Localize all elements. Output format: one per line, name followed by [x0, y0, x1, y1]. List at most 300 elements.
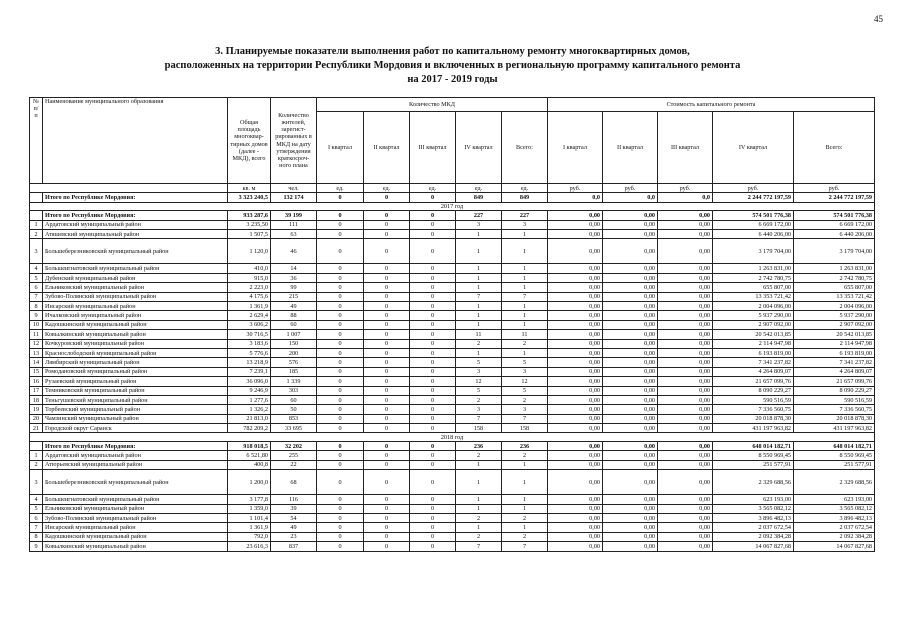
table-cell: 21 657 099,76 [794, 377, 875, 386]
table-cell: 0,00 [658, 273, 713, 282]
table-cell: Чамзинский муниципальный район [43, 414, 228, 423]
table-cell: 0,00 [658, 395, 713, 404]
unit-cell: кв. м [228, 184, 271, 193]
table-cell: 0,00 [658, 292, 713, 301]
table-cell: 2 037 672,54 [794, 523, 875, 532]
table-cell: 0,00 [603, 311, 658, 320]
table-cell: 0,00 [548, 348, 603, 357]
units-empty [30, 184, 228, 193]
table-cell: 0,00 [548, 220, 603, 229]
table-cell: 1 277,6 [228, 395, 271, 404]
table-cell: 3 [502, 220, 548, 229]
table-cell: 0,00 [548, 523, 603, 532]
table-cell: 590 516,59 [713, 395, 794, 404]
table-cell: 0,00 [658, 330, 713, 339]
table-cell: 15 [30, 367, 43, 376]
table-cell: 0,00 [658, 283, 713, 292]
table-cell: 14 067 827,68 [794, 542, 875, 551]
table-cell: 6 521,80 [228, 451, 271, 460]
table-cell: 1 339 [271, 377, 317, 386]
table-cell: 0,00 [548, 320, 603, 329]
table-cell: 0 [410, 302, 456, 311]
table-cell: 0 [317, 542, 364, 551]
table-cell: 0,00 [658, 230, 713, 239]
table-cell: 5 [30, 504, 43, 513]
table-cell: 3 323 240,5 [228, 193, 271, 202]
title-line-2: расположенных на территории Республики Мордовия и включенных в региональную программу капитального ремонта [164, 60, 741, 71]
table-cell: 1 507,5 [228, 230, 271, 239]
table-cell: 0,00 [548, 273, 603, 282]
table-cell: 849 [502, 193, 548, 202]
table-cell: Краснослободский муниципальный район [43, 348, 228, 357]
table-cell: 19 [30, 405, 43, 414]
table-cell: Ковылкинский муниципальный район [43, 330, 228, 339]
table-cell: 10 [30, 320, 43, 329]
table-cell: 0 [364, 513, 410, 522]
table-cell: 1 [502, 523, 548, 532]
table-cell: 200 [271, 348, 317, 357]
table-cell: 12 [30, 339, 43, 348]
table-cell: 0,00 [548, 367, 603, 376]
table-row [30, 424, 875, 433]
table-cell: 0 [410, 311, 456, 320]
table-cell: 0,00 [548, 424, 603, 433]
table-cell: 0 [317, 451, 364, 460]
table-row [30, 386, 875, 395]
table-cell: Большеигнатовский муниципальный район [43, 264, 228, 273]
table-cell: 933 287,6 [228, 211, 271, 220]
document-title [0, 45, 905, 87]
header-cost-q3: III квартал [658, 112, 713, 184]
table-cell: 0,00 [658, 513, 713, 522]
table-cell: 0,00 [658, 358, 713, 367]
table-cell: 3 565 082,12 [713, 504, 794, 513]
table-cell: 185 [271, 367, 317, 376]
table-cell: 0,00 [548, 211, 603, 220]
table-cell: 0,00 [548, 405, 603, 414]
table-cell: 21 813,0 [228, 414, 271, 423]
table-cell: 623 193,00 [713, 495, 794, 504]
table-cell: 0,00 [548, 451, 603, 460]
table-cell: 0,00 [603, 470, 658, 495]
table-cell: 13 [30, 348, 43, 357]
table-cell: 792,0 [228, 532, 271, 541]
table-cell: 3 179 704,00 [713, 239, 794, 264]
header-cost-q1: I квартал [548, 112, 603, 184]
table-cell: 3 896 482,13 [794, 513, 875, 522]
table-row [30, 283, 875, 292]
table-cell: Большеберезниковский муниципальный район [43, 470, 228, 495]
table-cell: 17 [30, 386, 43, 395]
table-cell: 0,00 [603, 220, 658, 229]
table-cell: 0,00 [603, 302, 658, 311]
table-cell: 5 937 290,00 [794, 311, 875, 320]
table-cell: Итого по Республике Мордовия: [43, 211, 228, 220]
table-cell: Городской округ Саранск [43, 424, 228, 433]
table-cell: 2 [502, 395, 548, 404]
table-cell: 0 [364, 220, 410, 229]
table-cell: 0 [317, 358, 364, 367]
table-cell: 2 [502, 513, 548, 522]
table-cell: 5 [30, 273, 43, 282]
table-cell: 0 [317, 367, 364, 376]
table-cell: Атюрьевский муниципальный район [43, 460, 228, 469]
table-cell: 0 [317, 386, 364, 395]
table-row [30, 414, 875, 423]
table-cell: 11 [502, 330, 548, 339]
table-cell: 0 [364, 542, 410, 551]
table-cell: 7 239,1 [228, 367, 271, 376]
table-cell: 7 [502, 292, 548, 301]
table-cell: 0 [317, 220, 364, 229]
table-row [30, 339, 875, 348]
table-cell: 0 [364, 283, 410, 292]
table-cell: 39 [271, 504, 317, 513]
table-cell: 0,00 [548, 283, 603, 292]
table-cell: 12 [456, 377, 502, 386]
year-row [30, 433, 875, 442]
table-cell: 251 577,91 [713, 460, 794, 469]
unit-cell: руб. [794, 184, 875, 193]
table-cell: 0 [317, 377, 364, 386]
table-cell: 0,00 [603, 395, 658, 404]
table-cell: 0 [364, 367, 410, 376]
table-cell: 0,00 [658, 264, 713, 273]
table-cell: 1 361,9 [228, 523, 271, 532]
table-cell: 5 [456, 386, 502, 395]
table-cell: 0,00 [603, 495, 658, 504]
section-total-row [30, 441, 875, 450]
table-cell: 0 [364, 386, 410, 395]
table-cell: 4 [30, 264, 43, 273]
table-cell: 227 [502, 211, 548, 220]
table-cell: 14 [30, 358, 43, 367]
table-row [30, 377, 875, 386]
table-cell: Инсарский муниципальный район [43, 523, 228, 532]
table-cell: 0,00 [658, 542, 713, 551]
table-cell: 2 092 384,28 [713, 532, 794, 541]
table-cell: 4 [30, 495, 43, 504]
table-cell: 0,00 [603, 460, 658, 469]
table-cell: 1 [456, 264, 502, 273]
table-cell: 1 [456, 470, 502, 495]
table-cell: 655 807,00 [713, 283, 794, 292]
table-cell: 0,00 [658, 211, 713, 220]
table-cell: 0,00 [548, 264, 603, 273]
table-cell: 0 [410, 395, 456, 404]
table-cell: 60 [271, 320, 317, 329]
table-cell: 0 [317, 470, 364, 495]
unit-cell: ед. [502, 184, 548, 193]
table-cell: 13 218,9 [228, 358, 271, 367]
table-cell: Ичалковский муниципальный район [43, 311, 228, 320]
table-cell: 0 [364, 264, 410, 273]
table-row [30, 311, 875, 320]
table-cell: 3 [502, 367, 548, 376]
table-row [30, 367, 875, 376]
table-cell: Лямбирский муниципальный район [43, 358, 228, 367]
table-cell: 0 [317, 211, 364, 220]
table-cell: 1 [456, 504, 502, 513]
table-cell: 1 [456, 311, 502, 320]
table-cell: 0,00 [603, 239, 658, 264]
table-cell: Большеигнатовский муниципальный район [43, 495, 228, 504]
table-cell: 0,00 [658, 220, 713, 229]
table-cell: 0,00 [658, 239, 713, 264]
table-cell: 2 907 092,00 [794, 320, 875, 329]
units-row [30, 184, 875, 193]
table-row [30, 264, 875, 273]
table-cell: Торбеевский муниципальный район [43, 405, 228, 414]
table-cell: 20 542 013,85 [794, 330, 875, 339]
table-cell: 2 [502, 532, 548, 541]
table-cell: 0 [364, 311, 410, 320]
table-cell: 6 193 819,00 [794, 348, 875, 357]
table-cell: 1 [502, 460, 548, 469]
table-cell: 1 [456, 230, 502, 239]
header-area: Общая площадь многоквар-тирных домов (далее - МКД), всего [228, 98, 271, 184]
table-cell: 255 [271, 451, 317, 460]
table-cell: 0,00 [548, 460, 603, 469]
table-cell: 8 [30, 532, 43, 541]
table-cell: 3 [456, 405, 502, 414]
header-cost-q2: II квартал [603, 112, 658, 184]
table-cell: 0,00 [603, 339, 658, 348]
table-cell: 6 193 819,00 [713, 348, 794, 357]
table-body [30, 184, 875, 552]
table-cell: 1 [502, 311, 548, 320]
table-cell: 431 197 963,82 [794, 424, 875, 433]
table-cell: 36 096,0 [228, 377, 271, 386]
table-cell: 0,00 [548, 339, 603, 348]
table-cell: 0 [410, 292, 456, 301]
table-cell: 3 606,2 [228, 320, 271, 329]
header-cost-total: Всего: [794, 112, 875, 184]
table-cell: 99 [271, 283, 317, 292]
table-row [30, 330, 875, 339]
table-cell: 0 [364, 504, 410, 513]
header-mkd-total: Всего: [502, 112, 548, 184]
table-cell: 3 565 082,12 [794, 504, 875, 513]
table-cell: 1 [456, 523, 502, 532]
table-cell: 0 [410, 339, 456, 348]
table-cell: 0,00 [603, 504, 658, 513]
table-cell: Большеберезниковский муниципальный район [43, 239, 228, 264]
table-cell: 2 329 688,56 [794, 470, 875, 495]
table-cell: 0,00 [548, 230, 603, 239]
table-cell: 1 263 831,00 [713, 264, 794, 273]
table-cell: 0 [410, 273, 456, 282]
table-cell: 7 [30, 292, 43, 301]
table-cell: 23 [271, 532, 317, 541]
table-cell: 0,00 [658, 504, 713, 513]
table-cell: 0 [317, 395, 364, 404]
table-cell: 6 669 172,00 [794, 220, 875, 229]
table-cell: 88 [271, 311, 317, 320]
table-cell: 49 [271, 523, 317, 532]
table-cell: 0 [317, 292, 364, 301]
table-cell: 0 [364, 239, 410, 264]
table-cell: 0 [317, 311, 364, 320]
table-cell: 0 [364, 470, 410, 495]
table-cell: 3 179 704,00 [794, 239, 875, 264]
title-line-1: 3. Планируемые показатели выполнения работ по капитальному ремонту многоквартирных домов, [215, 46, 690, 57]
table-cell: 1 [502, 320, 548, 329]
table-cell: 0,00 [603, 414, 658, 423]
table-cell: 2 907 092,00 [713, 320, 794, 329]
table-cell: 2 244 772 197,59 [713, 193, 794, 202]
table-cell: 2 [456, 395, 502, 404]
table-cell: 227 [456, 211, 502, 220]
table-cell: 2 [456, 532, 502, 541]
table-cell: 1 [502, 264, 548, 273]
table-cell: 0 [410, 367, 456, 376]
table-cell: 0 [364, 414, 410, 423]
table-cell: 7 [456, 542, 502, 551]
table-cell: 2 092 384,28 [794, 532, 875, 541]
table-cell: 576 [271, 358, 317, 367]
table-cell: 0 [364, 320, 410, 329]
table-row [30, 358, 875, 367]
table-cell: 4 264 809,07 [794, 367, 875, 376]
table-cell: 2 [502, 451, 548, 460]
header-residents: Количество жителей, зарегист-рированных в МКД на дату утверждения краткосроч-ного плана [271, 98, 317, 184]
table-cell: 0,00 [658, 532, 713, 541]
table-row [30, 470, 875, 495]
table-cell: Ардатовский муниципальный район [43, 220, 228, 229]
table-cell: 22 [271, 460, 317, 469]
table-cell: 236 [502, 441, 548, 450]
table-cell: 12 [502, 377, 548, 386]
table-cell: 0 [317, 460, 364, 469]
table-row [30, 320, 875, 329]
table-cell: 0 [410, 264, 456, 273]
table-cell: 0,00 [548, 377, 603, 386]
table-row [30, 302, 875, 311]
table-cell: 0,00 [603, 230, 658, 239]
table-cell: 2 [30, 460, 43, 469]
table-cell: 0,00 [548, 386, 603, 395]
table-cell: Итого по Республике Мордовия: [43, 193, 228, 202]
table-cell: 0 [364, 230, 410, 239]
table-cell: 0 [317, 414, 364, 423]
table-cell: 1 [456, 460, 502, 469]
unit-cell: ед. [410, 184, 456, 193]
table-cell: 915,0 [228, 273, 271, 282]
table-cell: 36 [271, 273, 317, 282]
table-cell: 1 [456, 320, 502, 329]
table-cell: 0 [410, 532, 456, 541]
table-cell: 3 183,6 [228, 339, 271, 348]
table-cell: 0 [410, 193, 456, 202]
table-cell: 54 [271, 513, 317, 522]
table-cell: 0,00 [603, 441, 658, 450]
table-cell: 0 [364, 330, 410, 339]
table-cell: 0,00 [548, 470, 603, 495]
table-cell: 9 246,9 [228, 386, 271, 395]
table-cell: 0,00 [658, 470, 713, 495]
table-cell: 1 [502, 348, 548, 357]
table-cell: 0 [364, 302, 410, 311]
section-total-row [30, 211, 875, 220]
table-cell: 132 174 [271, 193, 317, 202]
header-mkd-q2: II квартал [364, 112, 410, 184]
table-cell: 648 014 182,71 [794, 441, 875, 450]
header-name: Наименование муниципального образования [43, 98, 228, 184]
table-row [30, 292, 875, 301]
table-cell: 400,8 [228, 460, 271, 469]
table-cell: 8 550 969,45 [713, 451, 794, 460]
unit-cell: руб. [658, 184, 713, 193]
table-cell: 0,00 [658, 414, 713, 423]
table-cell: 0,00 [658, 405, 713, 414]
table-cell: 0,00 [603, 513, 658, 522]
table-cell: 0 [317, 513, 364, 522]
table-cell: 1 [502, 283, 548, 292]
table-cell: 431 197 963,82 [713, 424, 794, 433]
table-cell: 2 [456, 451, 502, 460]
table-cell: 0,00 [548, 495, 603, 504]
table-cell: 0,00 [603, 523, 658, 532]
table-cell: 0 [410, 230, 456, 239]
table-cell: 3 235,50 [228, 220, 271, 229]
table-cell: 0,00 [603, 320, 658, 329]
table-cell: 0,00 [658, 441, 713, 450]
table-cell: 1 120,0 [228, 239, 271, 264]
table-cell: 2 114 947,98 [794, 339, 875, 348]
table-cell: Кочкуровский муниципальный район [43, 339, 228, 348]
table-cell: 0,00 [603, 377, 658, 386]
table-cell: 0 [364, 523, 410, 532]
table-cell: 0 [364, 358, 410, 367]
table-cell: 0,00 [658, 523, 713, 532]
table-row [30, 395, 875, 404]
table-row [30, 273, 875, 282]
table-cell: 0,00 [603, 542, 658, 551]
table-cell: 16 [30, 377, 43, 386]
table-cell: 0 [410, 441, 456, 450]
table-row [30, 405, 875, 414]
table-cell: 0 [410, 320, 456, 329]
table-row [30, 523, 875, 532]
table-cell: 1 [502, 273, 548, 282]
table-cell: 0 [410, 470, 456, 495]
table-cell: 1 [456, 348, 502, 357]
table-cell: 1 [502, 302, 548, 311]
table-cell: 3 [502, 405, 548, 414]
table-cell: Зубово-Полянский муниципальный район [43, 292, 228, 301]
table-cell: 0,00 [658, 302, 713, 311]
table-cell: 2 [456, 513, 502, 522]
table-cell: 1 [30, 220, 43, 229]
table-cell: 0,00 [658, 377, 713, 386]
table-cell: 14 [271, 264, 317, 273]
table-cell: 0 [410, 405, 456, 414]
table-cell: 3 [456, 367, 502, 376]
table-cell [30, 441, 43, 450]
header-mkd-group: Количество МКД [317, 98, 548, 112]
table-cell: 116 [271, 495, 317, 504]
table-cell: 8 [30, 302, 43, 311]
table-row [30, 239, 875, 264]
table-cell: 46 [271, 239, 317, 264]
table-cell: 3 [30, 470, 43, 495]
table-cell: 0,0 [658, 193, 713, 202]
table-cell: 0,00 [603, 532, 658, 541]
table-cell: 410,0 [228, 264, 271, 273]
table-cell: 158 [456, 424, 502, 433]
table-cell: 1 [456, 302, 502, 311]
